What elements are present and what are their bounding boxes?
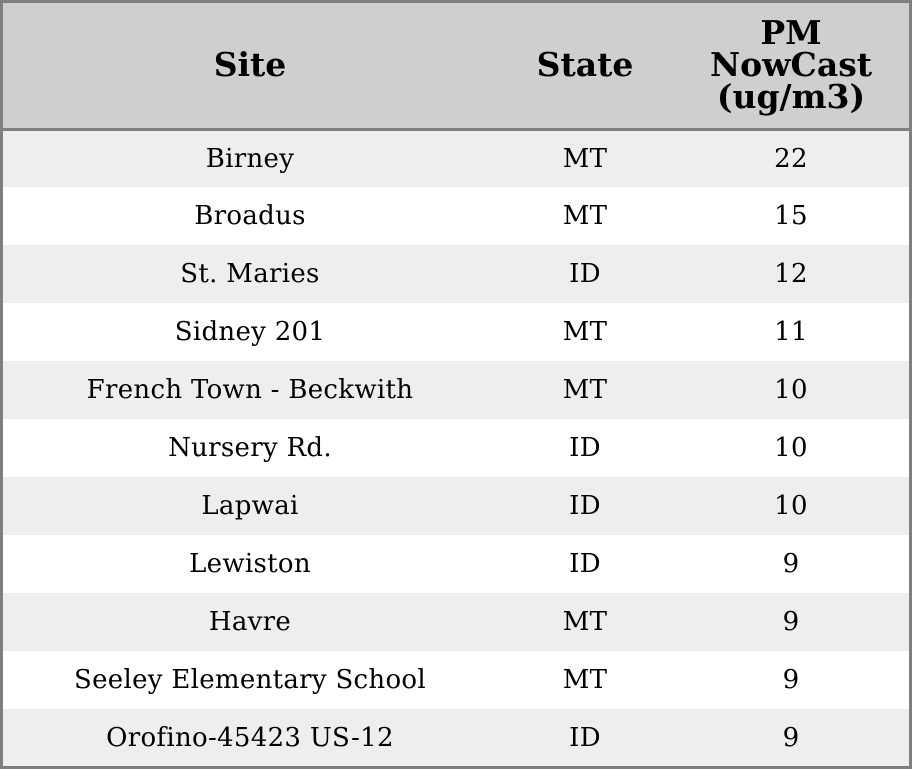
cell-state: ID bbox=[569, 433, 601, 463]
column-header-pm-nowcast bbox=[673, 3, 909, 129]
cell-pm-value: 15 bbox=[774, 201, 808, 231]
cell-site: Nursery Rd. bbox=[168, 433, 332, 463]
table-row bbox=[3, 477, 909, 535]
column-header-state: State bbox=[497, 3, 673, 129]
table-row bbox=[3, 129, 909, 187]
table-header-row bbox=[3, 3, 909, 129]
cell-pm-value: 10 bbox=[774, 491, 808, 521]
cell-pm-value: 9 bbox=[782, 723, 800, 753]
table-row bbox=[3, 651, 909, 709]
cell-site: Sidney 201 bbox=[174, 317, 326, 347]
cell-site: French Town - Beckwith bbox=[86, 375, 414, 405]
cell-site: Lapwai bbox=[201, 491, 299, 521]
cell-site: Seeley Elementary School bbox=[74, 665, 426, 695]
cell-pm-value: 12 bbox=[774, 259, 808, 289]
cell-pm-value: 9 bbox=[782, 549, 800, 579]
column-header-site: Site bbox=[3, 3, 497, 129]
cell-state: MT bbox=[562, 375, 608, 405]
cell-state: ID bbox=[569, 491, 601, 521]
cell-state: ID bbox=[569, 723, 601, 753]
table-row bbox=[3, 709, 909, 767]
cell-site: Lewiston bbox=[189, 549, 311, 579]
cell-state: ID bbox=[569, 549, 601, 579]
table-row bbox=[3, 361, 909, 419]
table-row bbox=[3, 593, 909, 651]
table-row bbox=[3, 303, 909, 361]
pm-header-line: (ug/m3) bbox=[716, 77, 866, 117]
pm-nowcast-table bbox=[3, 3, 909, 767]
cell-pm-value: 10 bbox=[774, 375, 808, 405]
table-row bbox=[3, 535, 909, 593]
cell-pm-value: 10 bbox=[774, 433, 808, 463]
cell-state: MT bbox=[562, 143, 608, 174]
cell-site: St. Maries bbox=[180, 259, 320, 289]
cell-site: Birney bbox=[205, 143, 295, 174]
cell-site: Broadus bbox=[194, 201, 306, 231]
table-row bbox=[3, 245, 909, 303]
cell-state: MT bbox=[562, 607, 608, 637]
cell-pm-value: 9 bbox=[782, 607, 800, 637]
table-row bbox=[3, 419, 909, 477]
cell-pm-value: 9 bbox=[782, 665, 800, 695]
cell-pm-value: 22 bbox=[774, 143, 808, 174]
pm-header-line: PM bbox=[760, 13, 822, 53]
cell-site: Orofino-45423 US-12 bbox=[106, 723, 394, 753]
cell-state: MT bbox=[562, 317, 608, 347]
cell-pm-value: 11 bbox=[774, 317, 808, 347]
pm-header-line: NowCast bbox=[709, 45, 873, 85]
cell-state: MT bbox=[562, 201, 608, 231]
cell-state: MT bbox=[562, 665, 608, 695]
cell-state: ID bbox=[569, 259, 601, 289]
table-row bbox=[3, 187, 909, 245]
cell-site: Havre bbox=[208, 607, 292, 637]
